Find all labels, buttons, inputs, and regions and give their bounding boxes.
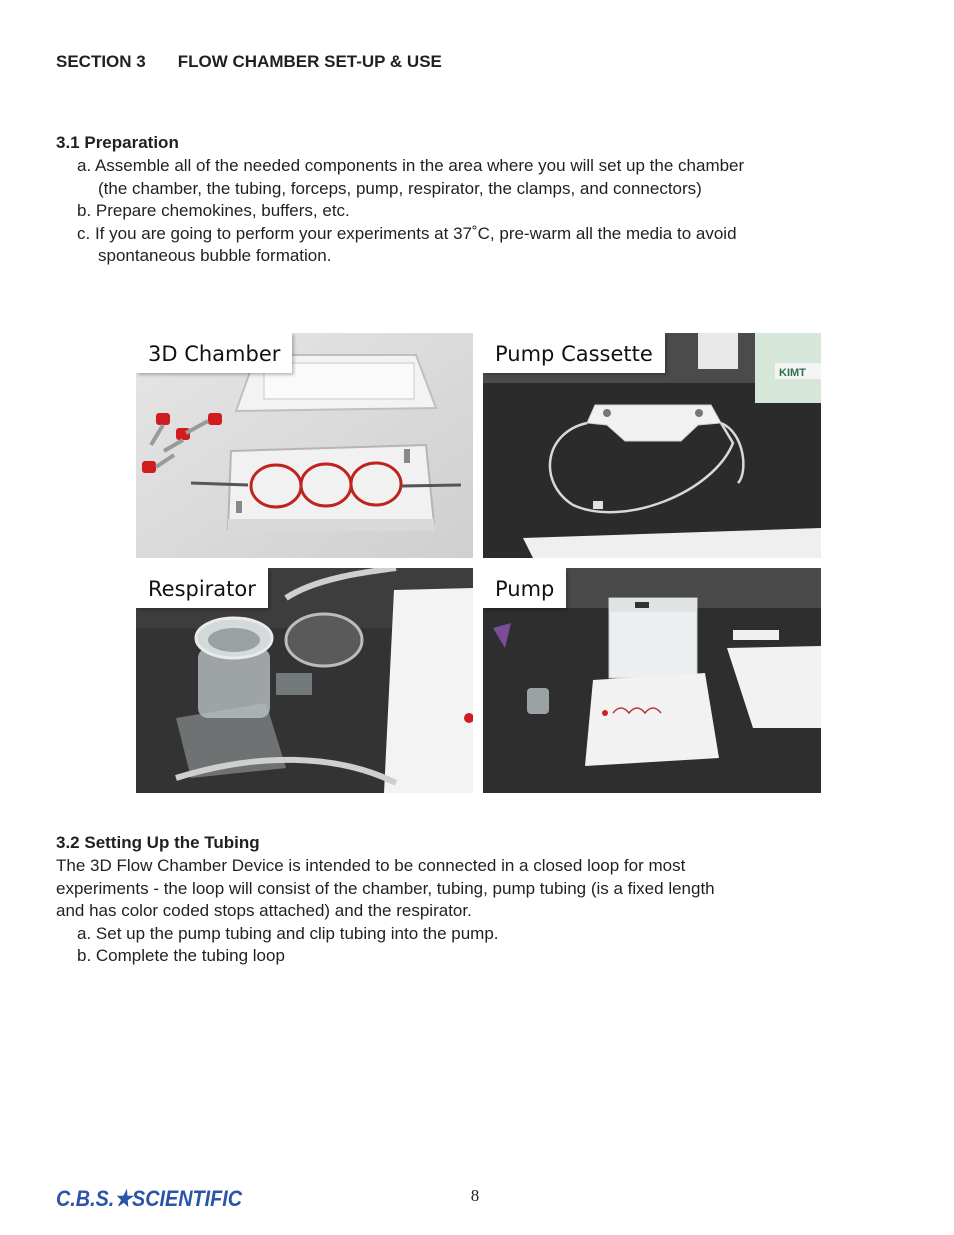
page-number: 8 (470, 1186, 480, 1205)
photo-respirator (136, 568, 473, 793)
caption-pump-cassette: Pump Cassette (483, 333, 665, 373)
caption-3d-chamber: 3D Chamber (136, 333, 292, 373)
section-title: FLOW CHAMBER SET-UP & USE (177, 52, 442, 71)
tubing-item-b: b. Complete the tubing loop (77, 946, 285, 965)
section-number: SECTION 3 (56, 52, 146, 71)
tubing-paragraph-line3: and has color coded stops attached) and the respirator. (56, 901, 472, 920)
company-logo (56, 1183, 246, 1213)
tubing-paragraph-line1: The 3D Flow Chamber Device is intended to be connected in a closed loop for most (56, 856, 686, 875)
prep-item-a-cont: (the chamber, the tubing, forceps, pump, respirator, the clamps, and connectors) (98, 179, 702, 198)
prep-item-b: b. Prepare chemokines, buffers, etc. (77, 201, 350, 220)
section-header (56, 52, 442, 72)
kimtech-box-label: KIMT (779, 367, 806, 379)
prep-item-a: a. Assemble all of the needed components in the area where you will set up the chamber (77, 156, 745, 175)
photo-pump-cassette (483, 333, 821, 558)
tubing-paragraph-line2: experiments - the loop will consist of the chamber, tubing, pump tubing (is a fixed length (56, 879, 715, 898)
photo-pump (483, 568, 821, 793)
caption-pump: Pump (483, 568, 566, 608)
heading-preparation: 3.1 Preparation (56, 133, 179, 152)
cbs-scientific-logo (56, 1183, 246, 1213)
photo-3d-chamber (136, 333, 473, 558)
prep-item-c: c. If you are going to perform your experiments at 37˚C, pre-warm all the media to avoid (77, 224, 737, 243)
tubing-item-a: a. Set up the pump tubing and clip tubing into the pump. (77, 924, 499, 943)
heading-tubing: 3.2 Setting Up the Tubing (56, 833, 260, 852)
caption-respirator: Respirator (136, 568, 268, 608)
prep-item-c-cont: spontaneous bubble formation. (98, 246, 332, 265)
logo-text: C.B.S.★SCIENTIFIC (56, 1186, 243, 1211)
